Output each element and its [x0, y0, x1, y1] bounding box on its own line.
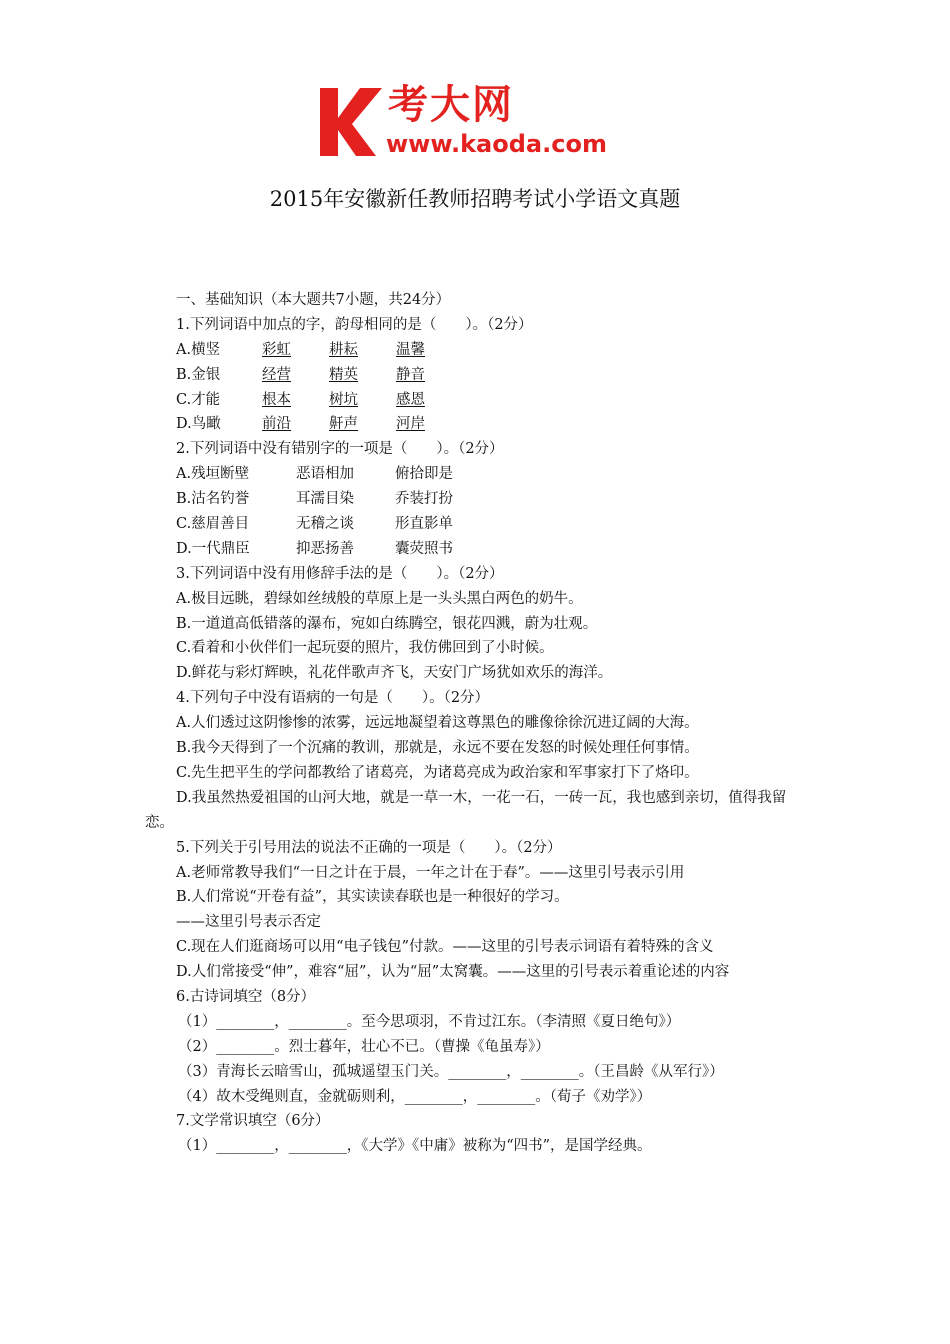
question-5-stem: 5.下列关于引号用法的说法不正确的一项是（ ）。（2分）	[176, 839, 562, 856]
section-heading: 一、基础知识（本大题共7小题，共24分）	[176, 292, 451, 308]
question-5-option-b-note: ——这里引号表示否定	[176, 914, 321, 931]
question-3-stem: 3.下列词语中没有用修辞手法的是（ ）。（2分）	[176, 565, 504, 582]
question-2-option-b: B.沽名钓誉 耳濡目染 乔装打扮	[176, 491, 453, 508]
question-4-option-d: D.我虽然热爱祖国的山河大地，就是一草一木，一花一石，一砖一瓦，我也感到亲切，值得我留恋。	[145, 789, 787, 831]
question-6-line-3: （3）青海长云暗雪山，孤城遥望玉门关。________，________。（王昌龄《从军行》）	[178, 1063, 724, 1080]
question-3-option-a: A.极目远眺，碧绿如丝绒般的草原上是一头头黑白两色的奶牛。	[176, 590, 583, 607]
question-7-line-1: （1）________，________，《大学》《中庸》被称为“四书”，是国学经典。	[178, 1138, 652, 1155]
question-5-option-b: B.人们常说“开卷有益”，其实读读春联也是一种很好的学习。	[176, 889, 569, 906]
page-title: 2015年安徽新任教师招聘考试小学语文真题	[269, 187, 681, 211]
question-6-stem: 6.古诗词填空（8分）	[176, 989, 316, 1005]
question-1-option-c: C.才能 根本 树坑 感恩	[176, 391, 425, 408]
question-3-option-d: D.鲜花与彩灯辉映，礼花伴歌声齐飞，天安门广场犹如欢乐的海洋。	[176, 665, 613, 682]
logo-brand-name: 考大网	[388, 82, 514, 128]
question-5-option-d: D.人们常接受“伸”，难容“屈”，认为“屈”太窝囊。——这里的引号表示着重论述的内容	[176, 964, 730, 981]
exam-content	[145, 288, 810, 1159]
question-3-option-b: B.一道道高低错落的瀑布，宛如白练腾空，银花四溅，蔚为壮观。	[176, 615, 598, 632]
question-4-option-c: C.先生把平生的学问都教给了诸葛亮，为诸葛亮成为政治家和军事家打下了烙印。	[176, 764, 699, 781]
question-7-stem: 7.文学常识填空（6分）	[176, 1113, 330, 1130]
logo-url: www.kaoda.com	[386, 130, 607, 158]
question-1-option-d: D.鸟瞰 前沿 鼾声 河岸	[176, 416, 425, 433]
question-6-line-2: （2）________。烈士暮年，壮心不已。（曹操《龟虽寿》）	[178, 1038, 550, 1055]
question-1-option-b: B.金银 经营 精英 静音	[176, 366, 425, 383]
question-4-option-a: A.人们透过这阴惨惨的浓雾，远远地凝望着这尊黑色的雕像徐徐沉进辽阔的大海。	[176, 715, 699, 732]
question-6-line-1: （1）________，________。至今思项羽，不肯过江东。（李清照《夏日绝句》）	[178, 1013, 681, 1030]
question-6-line-4: （4）故木受绳则直，金就砺则利，________，________。（荀子《劝学》）	[178, 1088, 652, 1105]
question-1-option-a: A.横竖 彩虹 耕耘 温馨	[176, 341, 425, 358]
question-4-option-b: B.我今天得到了一个沉痛的教训，那就是，永远不要在发怒的时候处理任何事情。	[176, 740, 699, 757]
k-logo-icon	[316, 84, 396, 160]
question-2-option-a: A.残垣断壁 恶语相加 俯拾即是	[176, 466, 453, 483]
question-2-option-d: D.一代鼎臣 抑恶扬善 囊荧照书	[176, 540, 453, 557]
question-5-option-c: C.现在人们逛商场可以用“电子钱包”付款。——这里的引号表示词语有着特殊的含义	[176, 939, 714, 956]
question-2-stem: 2.下列词语中没有错别字的一项是（ ）。（2分）	[176, 441, 504, 458]
question-2-option-c: C.慈眉善目 无稽之谈 形直影单	[176, 516, 453, 533]
question-5-option-a: A.老师常教导我们“一日之计在于晨，一年之计在于春”。——这里引号表示引用	[176, 864, 685, 881]
kaoda-logo	[316, 82, 646, 162]
question-1-stem: 1.下列词语中加点的字，韵母相同的是（ ）。（2分）	[176, 316, 533, 333]
question-4-stem: 4.下列句子中没有语病的一句是（ ）。（2分）	[176, 690, 490, 707]
question-3-option-c: C.看着和小伙伴们一起玩耍的照片，我仿佛回到了小时候。	[176, 640, 554, 657]
